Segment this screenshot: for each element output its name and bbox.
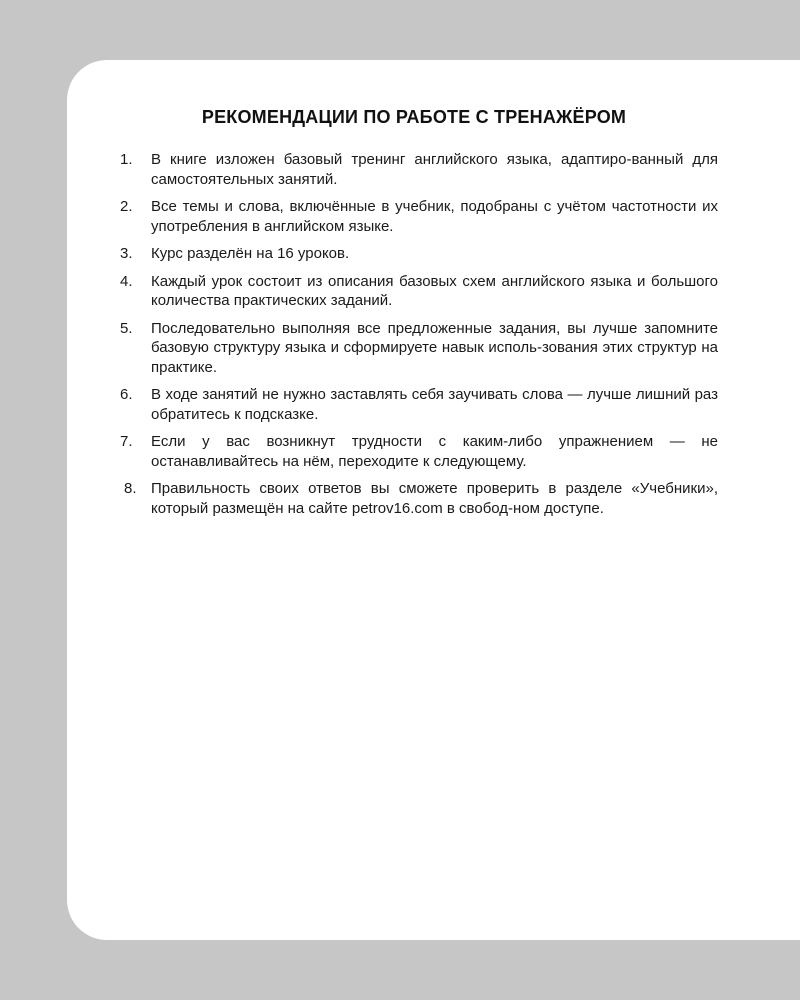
list-item [120, 432, 718, 471]
list-item-number: 1. [120, 151, 133, 168]
list-item-number: 3. [120, 245, 133, 262]
list-item [120, 197, 718, 236]
list-item-number: 2. [120, 198, 133, 215]
list-item-number: 7. [120, 433, 133, 450]
list-item-text: Последовательно выполняя все предложенные задания, вы лучше запомните базовую структуру языка и сформируете навык исполь-зования этих структур на практике. [151, 319, 718, 376]
list-item-number: 8. [124, 480, 137, 497]
list-item-text: Если у вас возникнут трудности с каким-либо упражнением — не останавливайтесь на нём, переходите к следующему. [151, 433, 718, 470]
list-item-number: 5. [120, 319, 133, 337]
list-item-text: Все темы и слова, включённые в учебник, подобраны с учётом частотности их употребления в английском языке. [151, 198, 718, 235]
document-page [67, 60, 800, 940]
list-item-number: 6. [120, 386, 133, 403]
recommendations-list [120, 150, 718, 526]
list-item [120, 385, 718, 424]
list-item [120, 319, 718, 378]
list-item-text: Каждый урок состоит из описания базовых схем английского языка и большого количества практических заданий. [151, 272, 718, 309]
list-item [120, 272, 718, 311]
page-title: РЕКОМЕНДАЦИИ ПО РАБОТЕ С ТРЕНАЖЁРОМ [201, 107, 627, 127]
list-item-text: В книге изложен базовый тренинг английского языка, адаптиро-ванный для самостоятельных занятий. [151, 151, 718, 188]
list-item [120, 244, 718, 264]
list-item [120, 479, 718, 518]
list-item-text: Курс разделён на 16 уроков. [151, 245, 350, 262]
list-item [120, 150, 718, 189]
list-item-text: Правильность своих ответов вы сможете проверить в разделе «Учебники», который размещён на сайте petrov16.com в свобод-ном доступе. [151, 480, 718, 517]
list-item-number: 4. [120, 272, 133, 290]
list-item-text: В ходе занятий не нужно заставлять себя заучивать слова — лучше лишний раз обратитесь к подсказке. [151, 386, 718, 423]
